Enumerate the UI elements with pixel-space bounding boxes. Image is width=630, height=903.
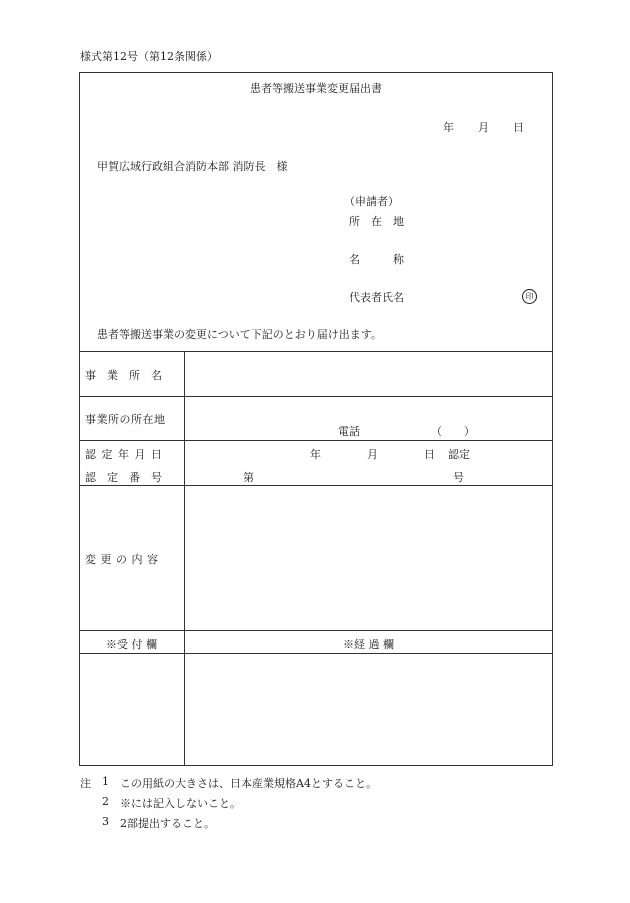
cert-date-suffix: 認定 [448, 448, 470, 461]
cert-number-prefix: 第 [243, 471, 254, 484]
cert-date-month: 月 [367, 448, 378, 461]
cert-date-label: 認 定 年 月 日 [85, 448, 163, 461]
progress-label: ※経 過 欄 [343, 638, 394, 651]
statement: 患者等搬送事業の変更について下記のとおり届け出ます。 [97, 328, 382, 341]
note-3-number: 3 [102, 815, 109, 828]
date-month: 月 [478, 121, 489, 134]
change-content-field[interactable] [185, 486, 552, 630]
office-location-label: 事業所の所在地 [85, 413, 166, 426]
note-2-text: ※には記入しないこと。 [120, 797, 241, 810]
seal-icon: 印 [522, 289, 537, 304]
progress-box [185, 654, 552, 765]
applicant-heading: （申請者） [344, 195, 399, 208]
office-location-field[interactable] [185, 397, 552, 440]
phone-area-code: （ ） [431, 425, 475, 438]
change-content-label: 変 更 の 内 容 [85, 553, 159, 566]
applicant-name-label: 名 称 [349, 253, 404, 266]
outer-border-right [552, 72, 553, 766]
note-3-text: 2部提出すること。 [120, 817, 215, 830]
table-line-5 [79, 630, 553, 631]
cert-number-label: 認 定 番 号 [85, 471, 162, 484]
form-number: 様式第12号（第12条関係） [80, 50, 218, 63]
phone-label: 電話 [338, 425, 360, 438]
applicant-address-label: 所 在 地 [349, 215, 404, 228]
reception-box [80, 654, 184, 765]
cert-fields[interactable] [185, 441, 552, 485]
cert-date-day: 日 [424, 448, 435, 461]
outer-border-top [79, 72, 553, 73]
cert-date-year: 年 [310, 448, 321, 461]
note-1-text: この用紙の大きさは、日本産業規格A4とすること。 [120, 777, 377, 790]
document-title: 患者等搬送事業変更届出書 [250, 82, 382, 95]
note-2-number: 2 [102, 795, 109, 808]
date-day: 日 [513, 121, 524, 134]
date-year: 年 [443, 121, 454, 134]
outer-border-bottom [79, 765, 553, 766]
office-name-label: 事 業 所 名 [85, 369, 162, 382]
cert-number-suffix: 号 [453, 471, 464, 484]
reception-label: ※受 付 欄 [106, 638, 157, 651]
notes-prefix: 注 [80, 777, 91, 790]
addressee: 甲賀広域行政組合消防本部 消防長 様 [97, 160, 288, 173]
office-name-field[interactable] [185, 352, 552, 396]
note-1-number: 1 [102, 775, 109, 788]
applicant-representative-label: 代表者氏名 [349, 291, 404, 304]
